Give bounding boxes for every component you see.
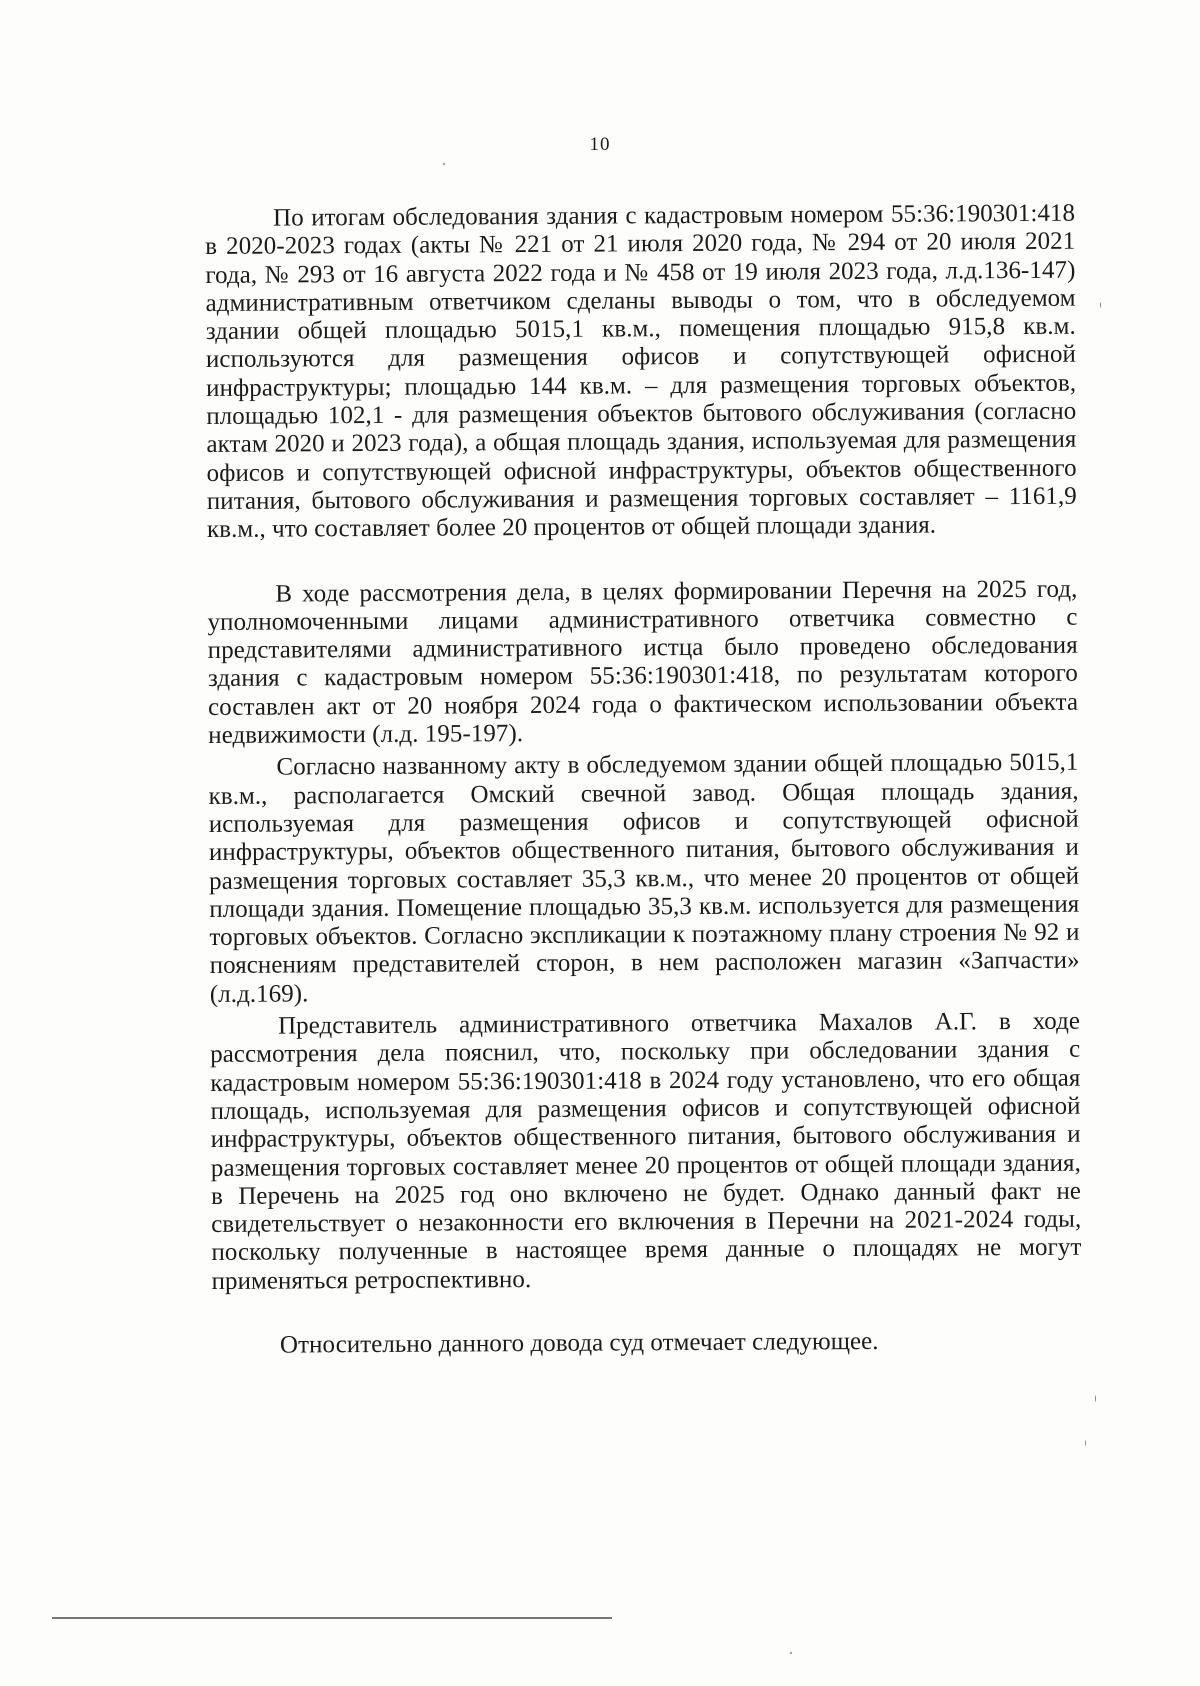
paragraph-survey-results-2020-2023: По итогам обследования здания с кадастровым номером 55:36:190301:418 в 2020-2023 годах (акты № 221 от 21 июля 2020 года, № 294 от 20 июля 2021 года, № 293 от 16 августа 2022 года и № 458 от 19 июля 2023 года, л.д.136-147) административным ответчиком сделаны выводы о том, что в обследуемом здании общей площадью 5015,1 кв.м., помещения площадью 915,8 кв.м. используются для размещения офисов и сопутствующей офисной инфраструктуры; площадью 144 кв.м. – для размещения торговых объектов, площадью 102,1 - для размещения объектов бытового обслуживания (согласно актам 2020 и 2023 года), а общая площадь здания, используемая для размещения офисов и сопутствующей офисной инфраструктуры, объектов общественного питания, бытового обслуживания и размещения торговых составляет – 1161,9 кв.м., что составляет более 20 процентов от общей площади здания. bbox=[205, 199, 1077, 544]
footer-rule bbox=[52, 1617, 612, 1619]
scan-speck bbox=[1095, 1395, 1096, 1402]
page-number: 10 bbox=[589, 134, 611, 155]
paragraph-respondent-explanation: Представитель административного ответчика Махалов А.Г. в ходе рассмотрения дела пояснил, что, поскольку при обследовании здания с кадастровым номером 55:36:190301:418 в 2024 году установлено, что его общая площадь, используемая для размещения офисов и сопутствующей офисной инфраструктуры, объектов общественного питания, бытового обслуживания и размещения торговых составляет менее 20 процентов от общей площади здания, в Перечень на 2025 год оно включено не будет. Однако данный факт не свидетельствует о незаконности его включения в Перечни на 2021-2024 годы, поскольку полученные в настоящее время данные о площадях не могут применяться ретроспективно. bbox=[210, 1007, 1082, 1295]
scan-speck bbox=[1085, 1440, 1086, 1446]
document-body bbox=[205, 200, 1082, 1361]
scan-speck bbox=[790, 1652, 792, 1654]
paragraph-court-note: Относительно данного довода суд отмечает следующее. bbox=[279, 1327, 879, 1359]
scan-speck bbox=[443, 163, 445, 165]
paragraph-act-findings: Согласно названному акту в обследуемом здании общей площадью 5015,1 кв.м., располагается Омский свечной завод. Общая площадь здания, используемая для размещения офисов и сопутствующей офисной инфраструктуры, объектов общественного питания, бытового обслуживания и размещения торговых составляет 35,3 кв.м., что менее 20 процентов от общей площади здания. Помещение площадью 35,3 кв.м. используется для размещения торговых объектов. Согласно экспликации к поэтажному плану строения № 92 и пояснениям представителей сторон, в нем расположен магазин «Запчасти» (л.д.169). bbox=[208, 749, 1080, 1008]
paragraph-spacer bbox=[207, 539, 1077, 580]
paragraph-survey-2024: В ходе рассмотрения дела, в целях формировании Перечня на 2025 год, уполномоченными лицами административного ответчика совместно с представителями административного истца было проведено обследования здания с кадастровым номером 55:36:190301:418, по результатам которого составлен акт от 20 ноября 2024 года о фактическом использовании объекта недвижимости (л.д. 195-197). bbox=[207, 575, 1079, 750]
scan-speck bbox=[1100, 302, 1101, 308]
paragraph-spacer bbox=[212, 1291, 1082, 1332]
